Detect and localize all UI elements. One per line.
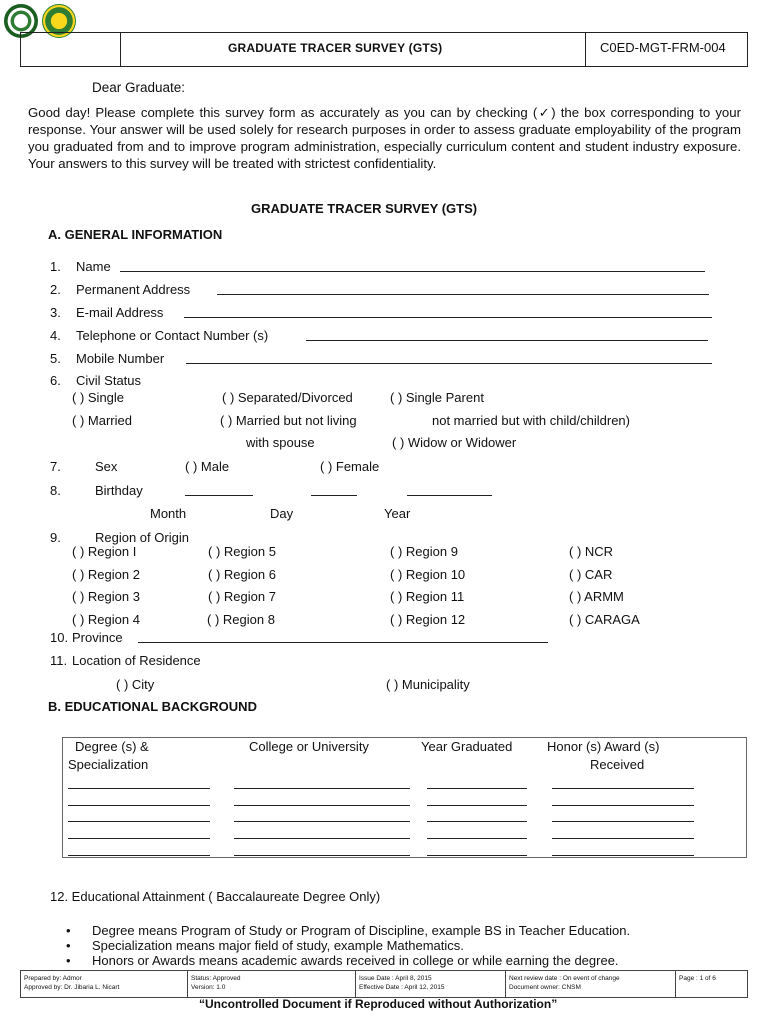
name-field[interactable] — [120, 260, 705, 272]
residence-label: Location of Residence — [72, 653, 201, 668]
degree-field[interactable] — [68, 855, 210, 856]
with-spouse-note: with spouse — [246, 435, 315, 450]
email-label: E-mail Address — [76, 305, 164, 320]
document-owner: Document owner: CNSM — [509, 984, 581, 991]
field-number: 3. — [50, 305, 61, 320]
checkbox-region[interactable]: ( ) NCR — [569, 544, 614, 559]
honor-field[interactable] — [552, 788, 694, 789]
greeting: Dear Graduate: — [92, 80, 186, 95]
section-b-heading: B. EDUCATIONAL BACKGROUND — [48, 699, 257, 714]
checkbox-municipality[interactable]: ( ) Municipality — [386, 677, 470, 692]
region-label: Region of Origin — [95, 530, 189, 545]
bullet-marker: • — [66, 923, 71, 938]
field-number: 4. — [50, 328, 61, 343]
permanent-address-field[interactable] — [217, 283, 709, 295]
page-number: Page : 1 of 6 — [679, 975, 716, 982]
header-title: GRADUATE TRACER SURVEY (GTS) — [228, 41, 443, 55]
bullet-marker: • — [66, 938, 71, 953]
province-label: Province — [72, 630, 123, 645]
field-number: 9. — [50, 530, 61, 545]
year-field[interactable] — [427, 821, 527, 822]
bullet-specialization-note: Specialization means major field of study, example Mathematics. — [92, 938, 464, 953]
checkbox-widow[interactable]: ( ) Widow or Widower — [392, 435, 517, 450]
birthday-day-field[interactable] — [311, 484, 357, 496]
year-field[interactable] — [427, 855, 527, 856]
checkbox-region[interactable]: ( ) Region 5 — [208, 544, 276, 559]
bullet-marker: • — [66, 953, 71, 968]
issue-date: Issue Date : April 8, 2015 — [359, 975, 432, 982]
column-header-degree: Degree (s) & — [75, 739, 149, 754]
checkbox-region[interactable]: ( ) CAR — [569, 567, 613, 582]
honor-field[interactable] — [552, 805, 694, 806]
checkbox-region[interactable]: ( ) ARMM — [569, 589, 624, 604]
uncontrolled-notice: “Uncontrolled Document if Reproduced without Authorization” — [199, 997, 558, 1011]
birthday-month-field[interactable] — [185, 484, 253, 496]
checkbox-region[interactable]: ( ) Region 12 — [390, 612, 466, 627]
header-divider — [585, 32, 586, 66]
email-field[interactable] — [184, 306, 712, 318]
bullet-honors-note: Honors or Awards means academic awards received in college or while earning the degree. — [92, 953, 619, 968]
field-number: 7. — [50, 459, 61, 474]
version: Version: 1.0 — [191, 984, 226, 991]
effective-date: Effective Date : April 12, 2015 — [359, 984, 445, 991]
document-code: C0ED-MGT-FRM-004 — [600, 40, 726, 55]
checkbox-region[interactable]: ( ) Region 8 — [207, 612, 275, 627]
column-header-year: Year Graduated — [421, 739, 513, 754]
checkbox-male[interactable]: ( ) Male — [185, 459, 230, 474]
checkbox-region[interactable]: ( ) Region I — [72, 544, 137, 559]
checkbox-region[interactable]: ( ) Region 3 — [72, 589, 140, 604]
approved-by: Approved by: Dr. Jibaria L. Nicart — [24, 984, 120, 991]
section-a-heading: A. GENERAL INFORMATION — [48, 227, 223, 242]
footer-review-cell — [506, 971, 676, 997]
checkbox-region[interactable]: ( ) Region 11 — [390, 589, 465, 604]
honor-field[interactable] — [552, 821, 694, 822]
checkbox-region[interactable]: ( ) Region 7 — [208, 589, 276, 604]
checkbox-city[interactable]: ( ) City — [116, 677, 155, 692]
checkbox-separated[interactable]: ( ) Separated/Divorced — [222, 390, 353, 405]
footer-page-cell — [676, 971, 747, 997]
month-caption: Month — [150, 506, 187, 521]
prepared-by: Prepared by: Admor — [24, 975, 82, 982]
field-number: 6. — [50, 373, 61, 388]
checkbox-single-parent[interactable]: ( ) Single Parent — [390, 390, 484, 405]
year-caption: Year — [384, 506, 411, 521]
checkbox-married[interactable]: ( ) Married — [72, 413, 132, 428]
header-divider — [120, 32, 121, 66]
checkbox-region[interactable]: ( ) Region 6 — [208, 567, 276, 582]
checkbox-region[interactable]: ( ) Region 9 — [390, 544, 458, 559]
intro-paragraph: Good day! Please complete this survey form as accurately as you can by checking (✓) the box corresponding to your response. Your answer will be used solely for research purposes in order to assess graduate employability of the program you graduated from and to improve program administration, especially curriculum content and student industry exposure. Your answers to this survey will be treated with strictest confidentiality. — [28, 105, 741, 171]
birthday-year-field[interactable] — [407, 484, 492, 496]
college-field[interactable] — [234, 855, 410, 856]
column-header-degree: Specialization — [68, 757, 149, 772]
field-number: 11. — [50, 653, 68, 668]
permanent-address-label: Permanent Address — [76, 282, 191, 297]
mobile-label: Mobile Number — [76, 351, 165, 366]
honor-field[interactable] — [552, 855, 694, 856]
telephone-label: Telephone or Contact Number (s) — [76, 328, 269, 343]
footer-dates-cell — [356, 971, 506, 997]
checkbox-region[interactable]: ( ) CARAGA — [569, 612, 640, 627]
degree-field[interactable] — [68, 805, 210, 806]
civil-status-label: Civil Status — [76, 373, 142, 388]
checkbox-region[interactable]: ( ) Region 2 — [72, 567, 140, 582]
field-number: 5. — [50, 351, 61, 366]
province-field[interactable] — [138, 631, 548, 643]
document-footer — [20, 970, 748, 998]
column-header-college: College or University — [249, 739, 369, 754]
column-header-honor: Honor (s) Award (s) — [547, 739, 660, 754]
field-number: 2. — [50, 282, 61, 297]
bullet-degree-note: Degree means Program of Study or Program of Discipline, example BS in Teacher Education. — [92, 923, 631, 938]
checkbox-female[interactable]: ( ) Female — [320, 459, 380, 474]
honor-field[interactable] — [552, 838, 694, 839]
checkbox-married-not-living[interactable]: ( ) Married but not living — [220, 413, 357, 428]
column-header-honor: Received — [590, 757, 645, 772]
field-number: 10. — [50, 630, 69, 645]
status: Status: Approved — [191, 975, 241, 982]
year-field[interactable] — [427, 838, 527, 839]
form-title: GRADUATE TRACER SURVEY (GTS) — [251, 201, 478, 216]
attainment-label: 12. Educational Attainment ( Baccalaureate Degree Only) — [50, 889, 381, 904]
day-caption: Day — [270, 506, 294, 521]
birthday-label: Birthday — [95, 483, 143, 498]
mobile-field[interactable] — [186, 352, 712, 364]
name-label: Name — [76, 259, 111, 274]
educational-background-table — [62, 737, 747, 858]
footer-prepared-cell — [21, 971, 188, 997]
college-field[interactable] — [234, 788, 410, 789]
field-number: 1. — [50, 259, 61, 274]
degree-field[interactable] — [68, 821, 210, 822]
checkbox-region[interactable]: ( ) Region 10 — [390, 567, 466, 582]
footer-status-cell — [188, 971, 356, 997]
next-review: Next review date : On event of change — [509, 975, 620, 982]
checkbox-region[interactable]: ( ) Region 4 — [72, 612, 140, 627]
single-parent-note: not married but with child/children) — [432, 413, 630, 428]
degree-field[interactable] — [68, 838, 210, 839]
year-field[interactable] — [427, 788, 527, 789]
field-number: 8. — [50, 483, 61, 498]
degree-field[interactable] — [68, 788, 210, 789]
telephone-field[interactable] — [306, 329, 708, 341]
year-field[interactable] — [427, 805, 527, 806]
sex-label: Sex — [95, 459, 118, 474]
college-field[interactable] — [234, 821, 410, 822]
checkbox-single[interactable]: ( ) Single — [72, 390, 125, 405]
college-field[interactable] — [234, 805, 410, 806]
college-field[interactable] — [234, 838, 410, 839]
